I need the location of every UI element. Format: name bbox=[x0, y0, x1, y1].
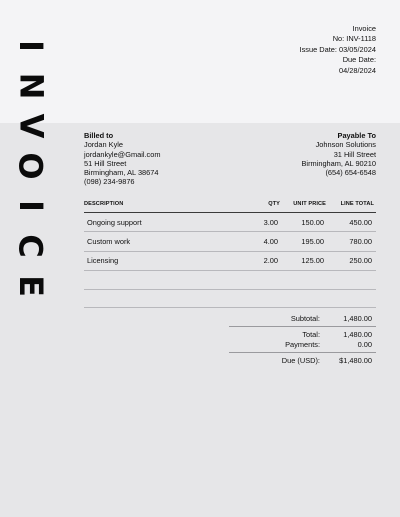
total-value: 1,480.00 bbox=[343, 330, 372, 340]
title-letter: E bbox=[11, 275, 50, 297]
title-letter: C bbox=[11, 234, 50, 258]
subtotal-value: 1,480.00 bbox=[343, 314, 372, 323]
table-header bbox=[84, 196, 376, 213]
billed-to-email: jordankyle@Gmail.com bbox=[84, 149, 161, 159]
billed-to-street: 51 Hill Street bbox=[84, 158, 127, 168]
row-qty: 4.00 bbox=[263, 237, 278, 247]
totals-block bbox=[229, 314, 376, 366]
subtotal-row bbox=[229, 314, 376, 323]
invoice-label: Invoice bbox=[352, 24, 376, 33]
header-qty: QTY bbox=[268, 201, 280, 207]
empty-row bbox=[84, 290, 376, 309]
due-label: Due (USD): bbox=[281, 356, 320, 366]
due-date: 04/28/2024 bbox=[339, 65, 376, 75]
payments-value: 0.00 bbox=[357, 339, 372, 349]
header-description: DESCRIPTION bbox=[84, 201, 124, 207]
title-letter: O bbox=[11, 152, 50, 180]
billed-to-phone: (098) 234-9876 bbox=[84, 177, 135, 187]
total-row bbox=[229, 330, 376, 339]
title-letter: I bbox=[12, 40, 50, 52]
payable-to-block bbox=[302, 131, 377, 177]
billed-to-heading: Billed to bbox=[84, 131, 114, 140]
title-letter: V bbox=[11, 113, 50, 139]
row-description: Ongoing support bbox=[87, 217, 142, 227]
invoice-number: No: INV-1118 bbox=[332, 34, 376, 44]
row-unit-price: 195.00 bbox=[301, 237, 324, 247]
billed-to-city: Birmingham, AL 38674 bbox=[84, 168, 159, 178]
row-qty: 2.00 bbox=[263, 256, 278, 266]
payable-to-name: Johnson Solutions bbox=[315, 140, 376, 150]
total-label: Total: bbox=[302, 330, 320, 340]
payable-to-phone: (654) 654-6548 bbox=[325, 168, 376, 178]
row-description: Custom work bbox=[87, 237, 131, 247]
invoice-vertical-title bbox=[11, 26, 50, 306]
payable-to-city: Birmingham, AL 90210 bbox=[301, 158, 376, 168]
billed-to-name: Jordan Kyle bbox=[84, 140, 124, 150]
row-unit-price: 150.00 bbox=[301, 217, 324, 227]
header-line-total: LINE TOTAL bbox=[340, 201, 374, 207]
payments-row bbox=[229, 340, 376, 349]
due-row bbox=[229, 356, 376, 365]
empty-row bbox=[84, 271, 376, 290]
row-description: Licensing bbox=[87, 256, 119, 266]
billed-to-block bbox=[84, 131, 161, 187]
header-unit-price: UNIT PRICE bbox=[293, 201, 326, 207]
row-unit-price: 125.00 bbox=[301, 256, 324, 266]
title-letter: N bbox=[12, 72, 50, 100]
row-line-total: 780.00 bbox=[349, 237, 372, 247]
payable-to-heading: Payable To bbox=[337, 131, 376, 140]
invoice-meta bbox=[300, 24, 376, 76]
row-qty: 3.00 bbox=[263, 217, 278, 227]
totals-divider bbox=[229, 352, 376, 353]
line-items-table bbox=[84, 196, 376, 308]
subtotal-label: Subtotal: bbox=[290, 314, 320, 323]
table-row bbox=[84, 252, 376, 271]
row-line-total: 250.00 bbox=[349, 256, 372, 266]
issue-date: Issue Date: 03/05/2024 bbox=[299, 44, 376, 54]
payments-label: Payments: bbox=[285, 339, 320, 349]
payable-to-street: 31 Hill Street bbox=[333, 149, 376, 159]
title-letter: I bbox=[12, 200, 50, 212]
table-row bbox=[84, 232, 376, 251]
table-row bbox=[84, 213, 376, 232]
due-value: $1,480.00 bbox=[339, 356, 372, 366]
row-line-total: 450.00 bbox=[349, 217, 372, 227]
due-date-label: Due Date: bbox=[342, 55, 376, 65]
totals-divider bbox=[229, 326, 376, 327]
